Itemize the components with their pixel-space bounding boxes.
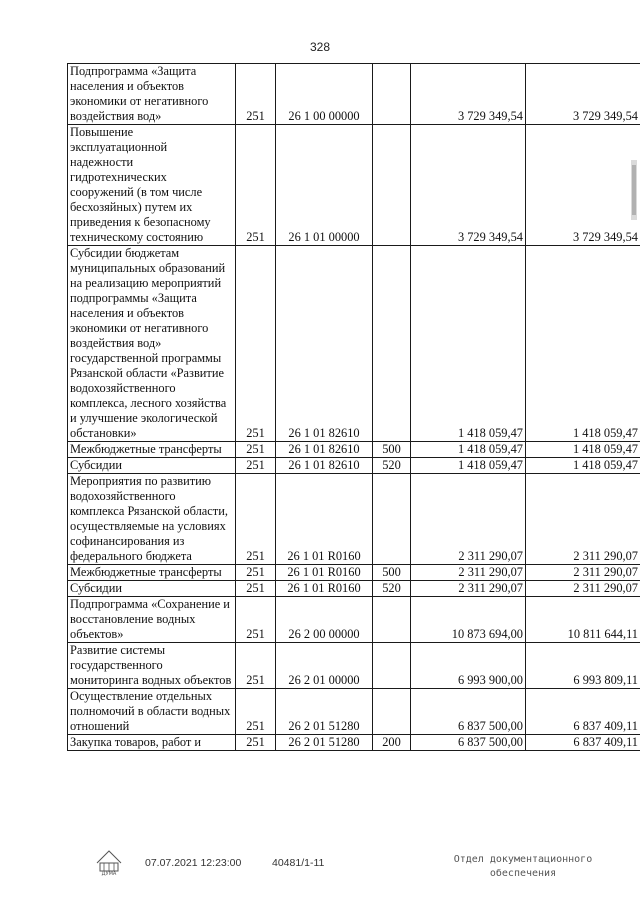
table-row xyxy=(68,735,640,751)
footer-registration-number: 40481/1-11 xyxy=(272,857,325,869)
row-target-article-cell: 26 2 01 51280 xyxy=(276,735,373,751)
row-amount-executed-cell: 10 811 644,11 xyxy=(526,597,640,643)
row-target-article-cell: 26 1 01 R0160 xyxy=(276,474,373,565)
row-expense-type-cell xyxy=(373,689,411,735)
row-target-article-cell: 26 2 01 51280 xyxy=(276,689,373,735)
row-amount-executed-cell: 2 311 290,07 xyxy=(526,581,640,597)
row-target-article-cell: 26 2 01 00000 xyxy=(276,643,373,689)
row-target-article-cell: 26 1 01 R0160 xyxy=(276,565,373,581)
budget-table-body xyxy=(68,64,640,751)
row-name-cell: Закупка товаров, работ и xyxy=(68,735,236,751)
row-expense-type-cell xyxy=(373,64,411,125)
row-code-cell: 251 xyxy=(236,64,276,125)
row-code-cell: 251 xyxy=(236,458,276,474)
row-name-cell: Субсидии xyxy=(68,581,236,597)
row-code-cell: 251 xyxy=(236,442,276,458)
row-target-article-cell: 26 1 01 82610 xyxy=(276,246,373,442)
row-name-cell: Подпрограмма «Сохранение и восстановление водных объектов» xyxy=(68,597,236,643)
row-name-cell: Межбюджетные трансферты xyxy=(68,565,236,581)
row-expense-type-cell: 200 xyxy=(373,735,411,751)
row-amount-planned-cell: 10 873 694,00 xyxy=(411,597,526,643)
row-target-article-cell: 26 1 00 00000 xyxy=(276,64,373,125)
row-expense-type-cell: 500 xyxy=(373,442,411,458)
footer-date: 07.07.2021 12:23:00 xyxy=(145,857,242,869)
binding-marks xyxy=(630,160,638,220)
row-expense-type-cell xyxy=(373,597,411,643)
row-expense-type-cell: 520 xyxy=(373,581,411,597)
row-expense-type-cell xyxy=(373,246,411,442)
row-amount-planned-cell: 6 837 500,00 xyxy=(411,689,526,735)
table-row xyxy=(68,597,640,643)
table-row xyxy=(68,64,640,125)
row-code-cell: 251 xyxy=(236,125,276,246)
row-name-cell: Субсидии бюджетам муниципальных образований на реализацию мероприятий подпрограммы «Защита населения и объектов экономики от негативного воздействия вод» государственной программы Рязанской области «Развитие водохозяйственного комплекса, лесного хозяйства и улучшение экологической обстановки» xyxy=(68,246,236,442)
table-row xyxy=(68,442,640,458)
row-name-cell: Подпрограмма «Защита населения и объектов экономики от негативного воздействия вод» xyxy=(68,64,236,125)
table-row xyxy=(68,125,640,246)
row-amount-planned-cell: 2 311 290,07 xyxy=(411,565,526,581)
table-row xyxy=(68,565,640,581)
row-amount-executed-cell: 6 837 409,11 xyxy=(526,689,640,735)
row-amount-planned-cell: 1 418 059,47 xyxy=(411,458,526,474)
table-row xyxy=(68,474,640,565)
table-row xyxy=(68,643,640,689)
duma-seal-logo xyxy=(92,846,126,876)
row-code-cell: 251 xyxy=(236,597,276,643)
row-amount-planned-cell: 1 418 059,47 xyxy=(411,246,526,442)
row-amount-executed-cell: 3 729 349,54 xyxy=(526,125,640,246)
footer-department-stamp: Отдел документационного обеспечения xyxy=(453,854,593,879)
row-amount-planned-cell: 1 418 059,47 xyxy=(411,442,526,458)
table-row xyxy=(68,458,640,474)
row-code-cell: 251 xyxy=(236,565,276,581)
row-target-article-cell: 26 1 01 82610 xyxy=(276,458,373,474)
row-amount-executed-cell: 1 418 059,47 xyxy=(526,442,640,458)
row-amount-executed-cell: 2 311 290,07 xyxy=(526,565,640,581)
row-name-cell: Осуществление отдельных полномочий в области водных отношений xyxy=(68,689,236,735)
row-name-cell: Развитие системы государственного мониторинга водных объектов xyxy=(68,643,236,689)
row-amount-planned-cell: 2 311 290,07 xyxy=(411,581,526,597)
row-target-article-cell: 26 2 00 00000 xyxy=(276,597,373,643)
row-code-cell: 251 xyxy=(236,246,276,442)
row-name-cell: Мероприятия по развитию водохозяйственного комплекса Рязанской области, осуществляемые на условиях софинансирования из федерального бюджета xyxy=(68,474,236,565)
row-amount-planned-cell: 3 729 349,54 xyxy=(411,125,526,246)
row-expense-type-cell: 520 xyxy=(373,458,411,474)
row-code-cell: 251 xyxy=(236,643,276,689)
table-row xyxy=(68,246,640,442)
budget-table xyxy=(67,63,640,751)
page-number: 328 xyxy=(309,40,331,54)
row-code-cell: 251 xyxy=(236,689,276,735)
row-amount-executed-cell: 1 418 059,47 xyxy=(526,458,640,474)
row-amount-executed-cell: 1 418 059,47 xyxy=(526,246,640,442)
row-expense-type-cell xyxy=(373,474,411,565)
svg-text:ДУМА: ДУМА xyxy=(101,871,117,876)
row-expense-type-cell: 500 xyxy=(373,565,411,581)
row-amount-planned-cell: 2 311 290,07 xyxy=(411,474,526,565)
row-target-article-cell: 26 1 01 82610 xyxy=(276,442,373,458)
row-name-cell: Межбюджетные трансферты xyxy=(68,442,236,458)
row-expense-type-cell xyxy=(373,125,411,246)
row-amount-planned-cell: 6 993 900,00 xyxy=(411,643,526,689)
row-code-cell: 251 xyxy=(236,474,276,565)
row-code-cell: 251 xyxy=(236,735,276,751)
row-amount-planned-cell: 3 729 349,54 xyxy=(411,64,526,125)
row-name-cell: Повышение эксплуатационной надежности гидротехнических сооружений (в том числе бесхозяйных) путем их приведения к безопасному техническому состоянию xyxy=(68,125,236,246)
row-amount-executed-cell: 3 729 349,54 xyxy=(526,64,640,125)
row-code-cell: 251 xyxy=(236,581,276,597)
row-amount-executed-cell: 2 311 290,07 xyxy=(526,474,640,565)
row-amount-executed-cell: 6 837 409,11 xyxy=(526,735,640,751)
row-amount-executed-cell: 6 993 809,11 xyxy=(526,643,640,689)
row-name-cell: Субсидии xyxy=(68,458,236,474)
row-expense-type-cell xyxy=(373,643,411,689)
row-target-article-cell: 26 1 01 00000 xyxy=(276,125,373,246)
row-amount-planned-cell: 6 837 500,00 xyxy=(411,735,526,751)
row-target-article-cell: 26 1 01 R0160 xyxy=(276,581,373,597)
table-row xyxy=(68,689,640,735)
table-row xyxy=(68,581,640,597)
